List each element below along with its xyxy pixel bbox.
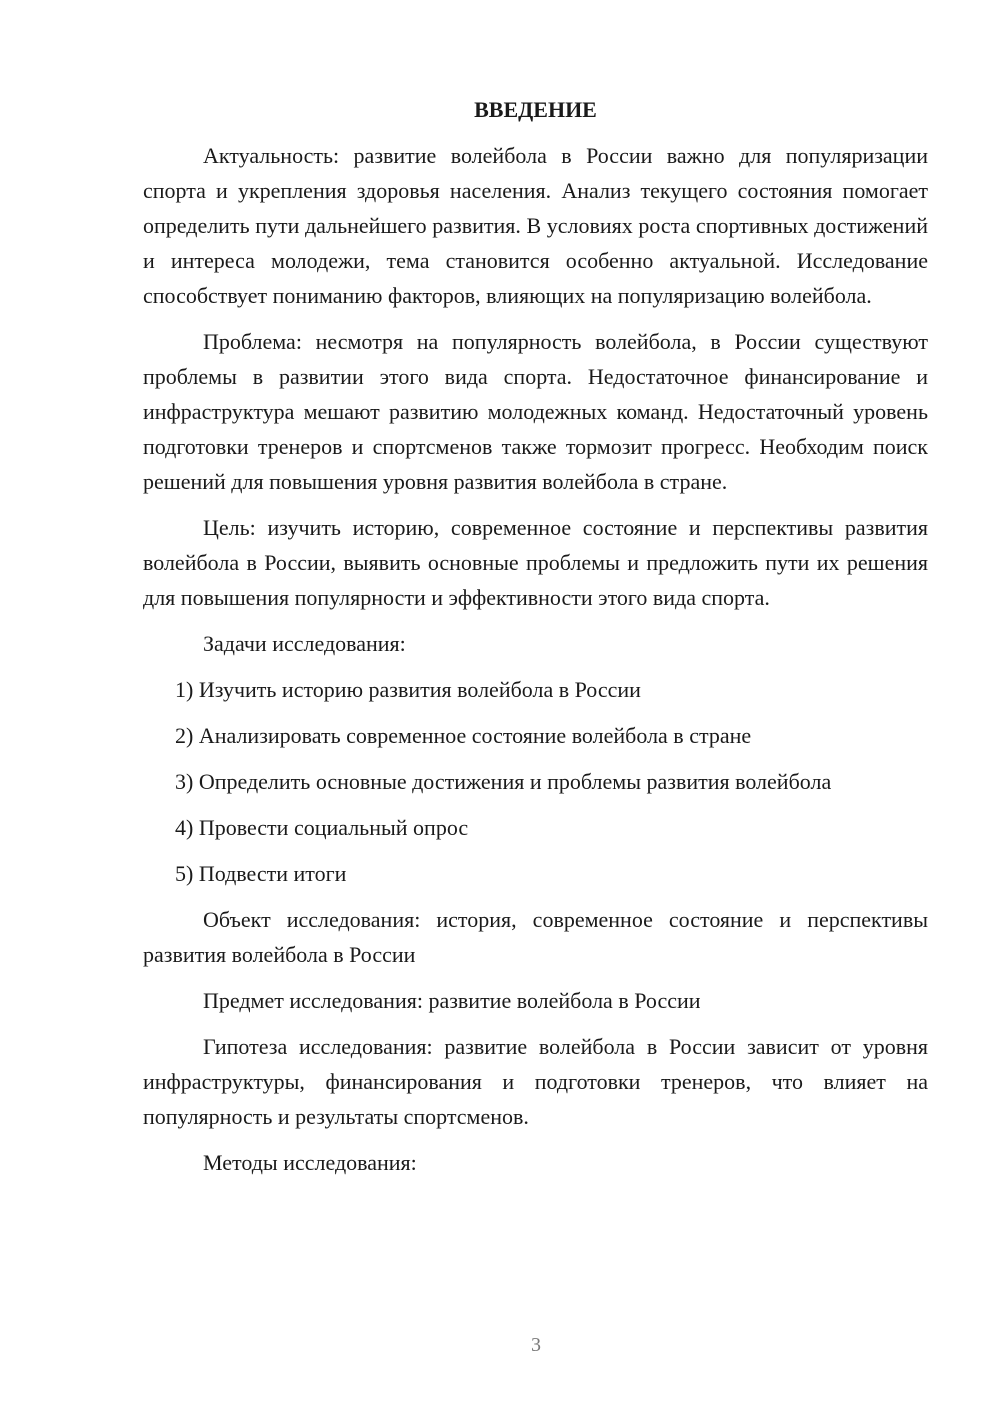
- page-number: 3: [531, 1334, 541, 1356]
- page-title: ВВЕДЕНИЕ: [474, 97, 597, 122]
- task-item: 4) Провести социальный опрос: [175, 815, 469, 840]
- task-item: 3) Определить основные достижения и проблемы развития волейбола: [175, 769, 832, 794]
- relevance-paragraph: Актуальность: развитие волейбола в России важно для популяризации спорта и укрепления здоровья населения. Анализ текущего состояния помогает определить пути дальнейшего развития. В условиях роста спортивных достижений и интереса молодежи, тема становится особенно актуальной. Исследование способствует пониманию факторов, влияющих на популяризацию волейбола.: [143, 143, 928, 308]
- tasks-list: [143, 672, 928, 891]
- goal-paragraph: Цель: изучить историю, современное состояние и перспективы развития волейбола в России, выявить основные проблемы и предложить пути их решения для повышения популярности и эффективности этого вида спорта.: [143, 515, 928, 610]
- problem-paragraph: Проблема: несмотря на популярность волейбола, в России существуют проблемы в развитии этого вида спорта. Недостаточное финансирование и инфраструктура мешают развитию молодежных команд. Недостаточный уровень подготовки тренеров и спортсменов также тормозит прогресс. Необходим поиск решений для повышения уровня развития волейбола в стране.: [143, 329, 928, 494]
- methods-header: Методы исследования:: [203, 1150, 417, 1175]
- hypothesis-paragraph: Гипотеза исследования: развитие волейбола в России зависит от уровня инфраструктуры, финансирования и подготовки тренеров, что влияет на популярность и результаты спортсменов.: [143, 1034, 928, 1129]
- subject-paragraph: Предмет исследования: развитие волейбола в России: [203, 988, 701, 1013]
- tasks-header: Задачи исследования:: [203, 631, 406, 656]
- object-paragraph: Объект исследования: история, современное состояние и перспективы развития волейбола в России: [143, 907, 928, 967]
- page-content: [143, 92, 928, 1191]
- task-item: 5) Подвести итоги: [175, 861, 347, 886]
- task-item: 1) Изучить историю развития волейбола в России: [175, 677, 641, 702]
- task-item: 2) Анализировать современное состояние волейбола в стране: [175, 723, 752, 748]
